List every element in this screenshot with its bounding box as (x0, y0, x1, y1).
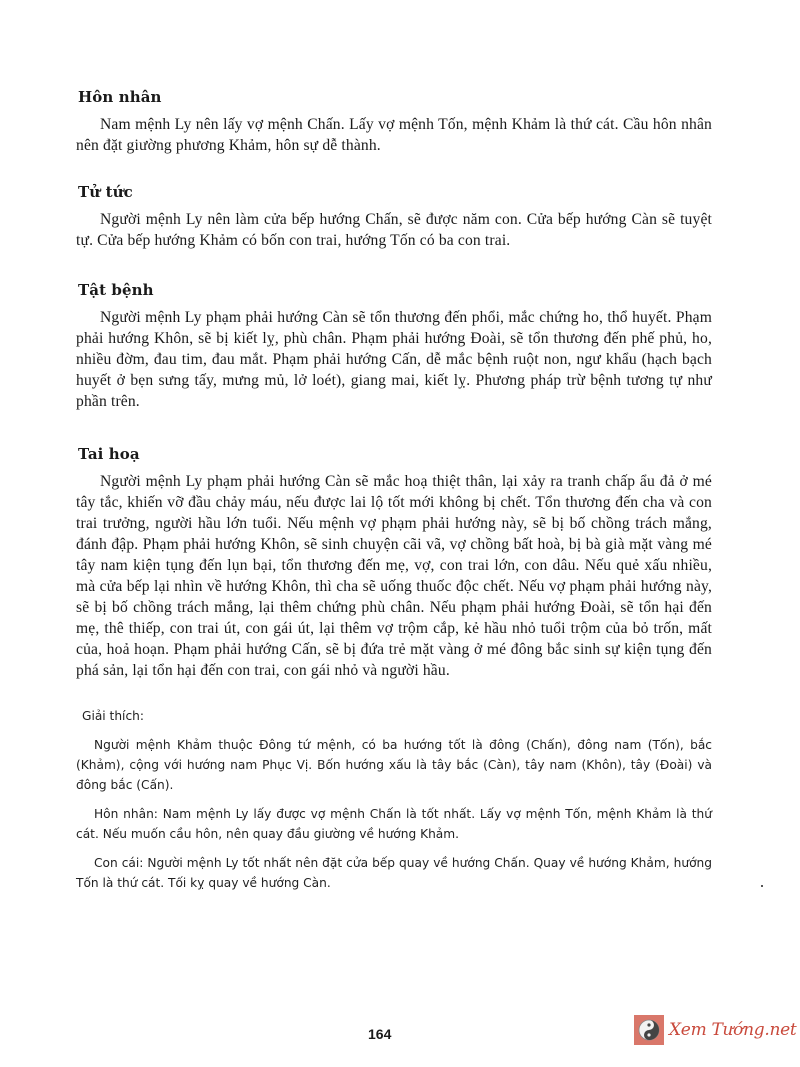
watermark-text: Xem Tướng.net (669, 1020, 797, 1040)
section-paragraph: Nam mệnh Ly nên lấy vợ mệnh Chấn. Lấy vợ mệnh Tốn, mệnh Khảm là thứ cát. Cầu hôn nhân nên đặt giường phương Khảm, hôn sự dễ thành. (76, 116, 712, 154)
section-tai-hoa (76, 445, 712, 681)
section-heading: Hôn nhân (78, 88, 162, 106)
section-paragraph: Người mệnh Ly phạm phải hướng Càn sẽ tổn thương đến phổi, mắc chứng ho, thổ huyết. Phạm phải hướng Khôn, sẽ bị kiết lỵ, phù chân. Phạm phải hướng Đoài, sẽ tổn thương đến phế phủ, ho, nhiều đờm, đau tim, đau mắt. Phạm phải hướng Cấn, dễ mắc bệnh ruột non, ngư khẩu (hạch bạch huyết ở bẹn sưng tấy, mưng mủ, lở loét), giang mai, kiết lỵ. Phương pháp trừ bệnh tương tự như phần trên. (76, 309, 712, 410)
yin-yang-icon (634, 1015, 664, 1045)
section-paragraph: Người mệnh Ly nên làm cửa bếp hướng Chấn, sẽ được năm con. Cửa bếp hướng Càn sẽ tuyệt tự. Cửa bếp hướng Khảm có bốn con trai, hướng Tốn có ba con trai. (76, 211, 712, 249)
section-hon-nhan (76, 88, 712, 156)
explanation-title: Giải thích: (82, 709, 144, 723)
section-heading: Tử tức (78, 183, 133, 201)
section-heading: Tật bệnh (78, 281, 154, 299)
page-body (76, 88, 712, 902)
section-heading: Tai hoạ (78, 445, 140, 463)
scan-speck (761, 885, 763, 887)
watermark-logo (634, 1015, 796, 1045)
section-tu-tuc (76, 183, 712, 251)
section-paragraph: Người mệnh Ly phạm phải hướng Càn sẽ mắc hoạ thiệt thân, lại xảy ra tranh chấp ẩu đả ở mé tây tắc, khiến vỡ đầu chảy máu, nếu được lai lộ tốt mới không bị chết. Tổn thương đến cha và con trai trưởng, người hầu lớn tuổi. Nếu mệnh vợ phạm phải hướng này, sẽ bị bố chồng trách mắng, đánh đập. Phạm phải hướng Khôn, sẽ sinh chuyện cãi vã, vợ chồng bất hoà, bị bà già mặt vàng mé tây nam kiện tụng đến lụn bại, tổn thương đến mẹ, vợ, con trai lớn, con dâu. Nếu quẻ xấu nhiều, mà cửa bếp lại nhìn về hướng Khôn, thì cha sẽ uống thuốc độc chết. Nếu vợ phạm phải hướng này, sẽ bị bố chồng trách mắng, lại thêm chứng phù chân. Nếu phạm phải hướng Đoài, sẽ tổn hại đến mẹ, thê thiếp, con trai út, con gái út, lại thêm vợ trộm cắp, kẻ hầu nhỏ tuổi trộm của bỏ trốn, mất của, hoả hoạn. Phạm phải hướng Cấn, sẽ bị đứa trẻ mặt vàng ở mé đông bắc sinh sự kiện tụng đến phá sản, lại tổn hại đến con trai, con gái nhỏ và người hầu. (76, 473, 712, 679)
page-number: 164 (368, 1026, 392, 1042)
explanation-block (76, 709, 712, 893)
section-tat-benh (76, 281, 712, 412)
explanation-paragraph: Người mệnh Khảm thuộc Đông tứ mệnh, có ba hướng tốt là đông (Chấn), đông nam (Tốn), bắc (Khảm), cộng với hướng nam Phục Vị. Bốn hướng xấu là tây bắc (Càn), tây nam (Khôn), tây (Đoài) và đông bắc (Cấn). (76, 738, 712, 792)
explanation-paragraph: Con cái: Người mệnh Ly tốt nhất nên đặt cửa bếp quay về hướng Chấn. Quay về hướng Khảm, hướng Tốn là thứ cát. Tối kỵ quay về hướng Càn. (76, 856, 712, 890)
explanation-paragraph: Hôn nhân: Nam mệnh Ly lấy được vợ mệnh Chấn là tốt nhất. Lấy vợ mệnh Tốn, mệnh Khảm là thứ cát. Nếu muốn cầu hôn, nên quay đầu giường về hướng Khảm. (76, 807, 712, 841)
